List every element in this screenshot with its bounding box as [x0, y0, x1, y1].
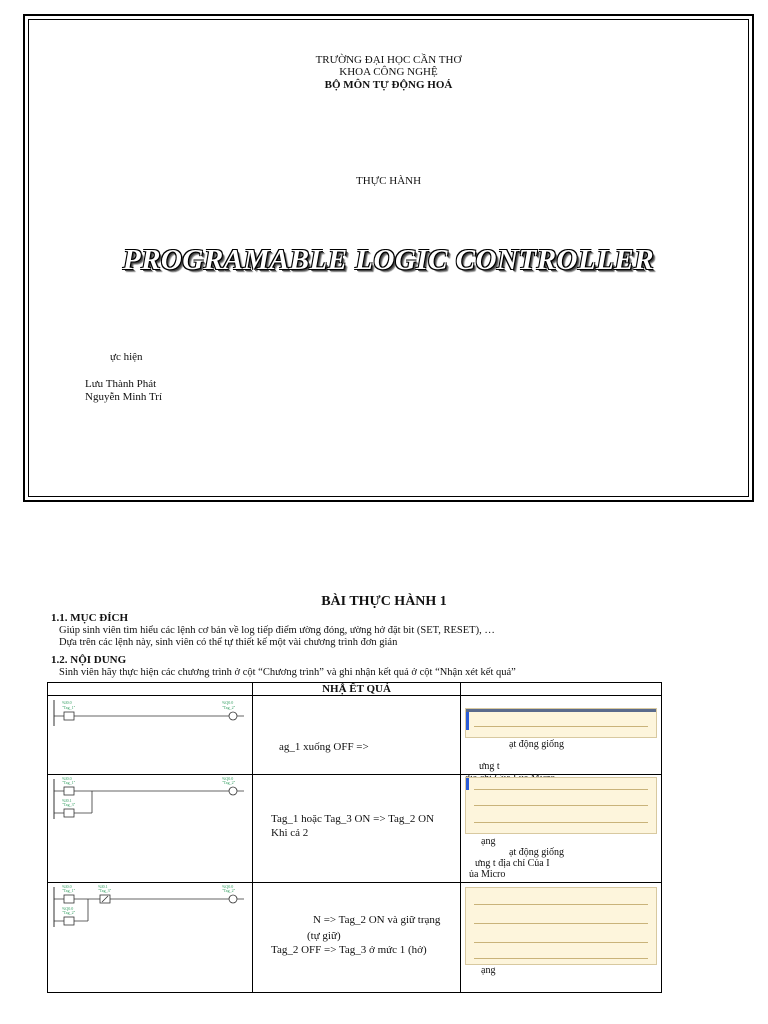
section-2-line-1: Sinh viên hãy thực hiện các chương trình ở cột “Chương trình” và ghi nhận kết quả ở cột “Nhận xét kết quả” — [59, 667, 516, 678]
coil-addr-text: %Q0.0 — [222, 776, 234, 781]
tag-name-text: "Tag_3" — [98, 888, 112, 893]
ladder-cell — [48, 775, 253, 883]
row2-note-2: ạt động giống — [509, 847, 564, 858]
coil-name-text: "Tag_2" — [222, 888, 236, 893]
table-row — [48, 883, 662, 993]
header-result-cell: NHẬ ẾT QUẢ — [253, 683, 461, 696]
tag-name-text: "Tag_3" — [62, 802, 76, 807]
header-program-cell — [48, 683, 253, 696]
comment-cell — [461, 883, 662, 993]
tag-name-text: "Tag_1" — [62, 780, 76, 785]
row3-note-1: ạng — [481, 965, 496, 976]
tag-addr-text: %I0.0 — [62, 884, 72, 889]
tag-addr-text: %I0.0 — [62, 700, 72, 705]
coil-addr-text: %Q0.0 — [222, 700, 234, 705]
row3-result-1: N => Tag_2 ON và giữ trạng — [313, 914, 441, 926]
ladder-diagram-3 — [48, 883, 252, 992]
row3-result-2: (tự giữ) — [307, 930, 341, 942]
row1-note-1: ạt động giống — [509, 739, 564, 750]
section-2-heading: 1.2. NỘI DUNG — [51, 654, 127, 666]
tag-addr-text: %I0.1 — [62, 798, 72, 803]
faculty-name: KHOA CÔNG NGHỆ — [339, 66, 438, 78]
table-header-row — [48, 683, 662, 696]
table-row — [48, 775, 662, 883]
table-row — [48, 696, 662, 775]
tag-addr-text: %Q0.0 — [62, 906, 74, 911]
main-title: PROGRAMABLE LOGIC CONTROLLER — [122, 244, 655, 276]
department-name: BỘ MÔN TỰ ĐỘNG HOÁ — [324, 79, 453, 91]
row2-note-1: ạng — [481, 836, 496, 847]
row1-note-2: ưng t — [479, 761, 500, 772]
ladder-cell — [48, 883, 253, 993]
coil-name-text: "Tag_2" — [222, 780, 236, 785]
ladder-cell — [48, 696, 253, 775]
header-comment-cell — [461, 683, 662, 696]
tag-name-text: "Tag_1" — [62, 888, 76, 893]
result-cell — [253, 696, 461, 775]
result-cell — [253, 775, 461, 883]
row1-result: ag_1 xuống OFF => — [279, 741, 369, 753]
tag-addr-text: %I0.1 — [98, 884, 108, 889]
screenshot-1 — [465, 708, 657, 738]
row3-result-3: Tag_2 OFF => Tag_3 ở mức 1 (hở) — [271, 944, 427, 956]
coil-name-text: "Tag_2" — [222, 705, 236, 710]
coil-addr-text: %Q0.0 — [222, 884, 234, 889]
tag-addr-text: %I0.0 — [62, 776, 72, 781]
section-1-line-2: Dựa trên các lệnh này, sinh viên có thể tự thiết kế một vài chương trình đơn giản — [59, 637, 398, 648]
tag-name-text: "Tag_2" — [62, 910, 76, 915]
row2-result-2: Khi cả 2 — [271, 827, 309, 839]
author-1: Lưu Thành Phát — [85, 378, 157, 390]
comment-cell — [461, 775, 662, 883]
cover-frame — [23, 14, 754, 502]
university-name: TRƯỜNG ĐẠI HỌC CẦN THƠ — [315, 54, 462, 66]
section-1-line-1: Giúp sinh viên tìm hiểu các lệnh cơ bản về log tiếp điểm ường đóng, ường hở đặt bit (SET, RESET), … — [59, 625, 495, 636]
ladder-diagram-1 — [48, 696, 252, 774]
section-1-heading: 1.1. MỤC ĐÍCH — [51, 612, 128, 624]
performed-by-label: ực hiện — [110, 351, 143, 363]
lab-title: BÀI THỰC HÀNH 1 — [321, 594, 447, 609]
ladder-diagram-2 — [48, 775, 252, 882]
comment-cell — [461, 696, 662, 775]
row2-note-4: ủa Micro — [469, 869, 506, 880]
author-2: Nguyễn Minh Trí — [85, 391, 163, 403]
screenshot-3 — [465, 887, 657, 965]
screenshot-2 — [465, 777, 657, 834]
practice-label: THỰC HÀNH — [355, 175, 422, 187]
tag-name-text: "Tag_1" — [62, 705, 76, 710]
row2-note-3: ưng t địa chỉ Của I — [475, 858, 550, 869]
result-cell — [253, 883, 461, 993]
exercise-table — [47, 682, 662, 993]
row2-result-1: Tag_1 hoặc Tag_3 ON => Tag_2 ON — [271, 813, 435, 825]
